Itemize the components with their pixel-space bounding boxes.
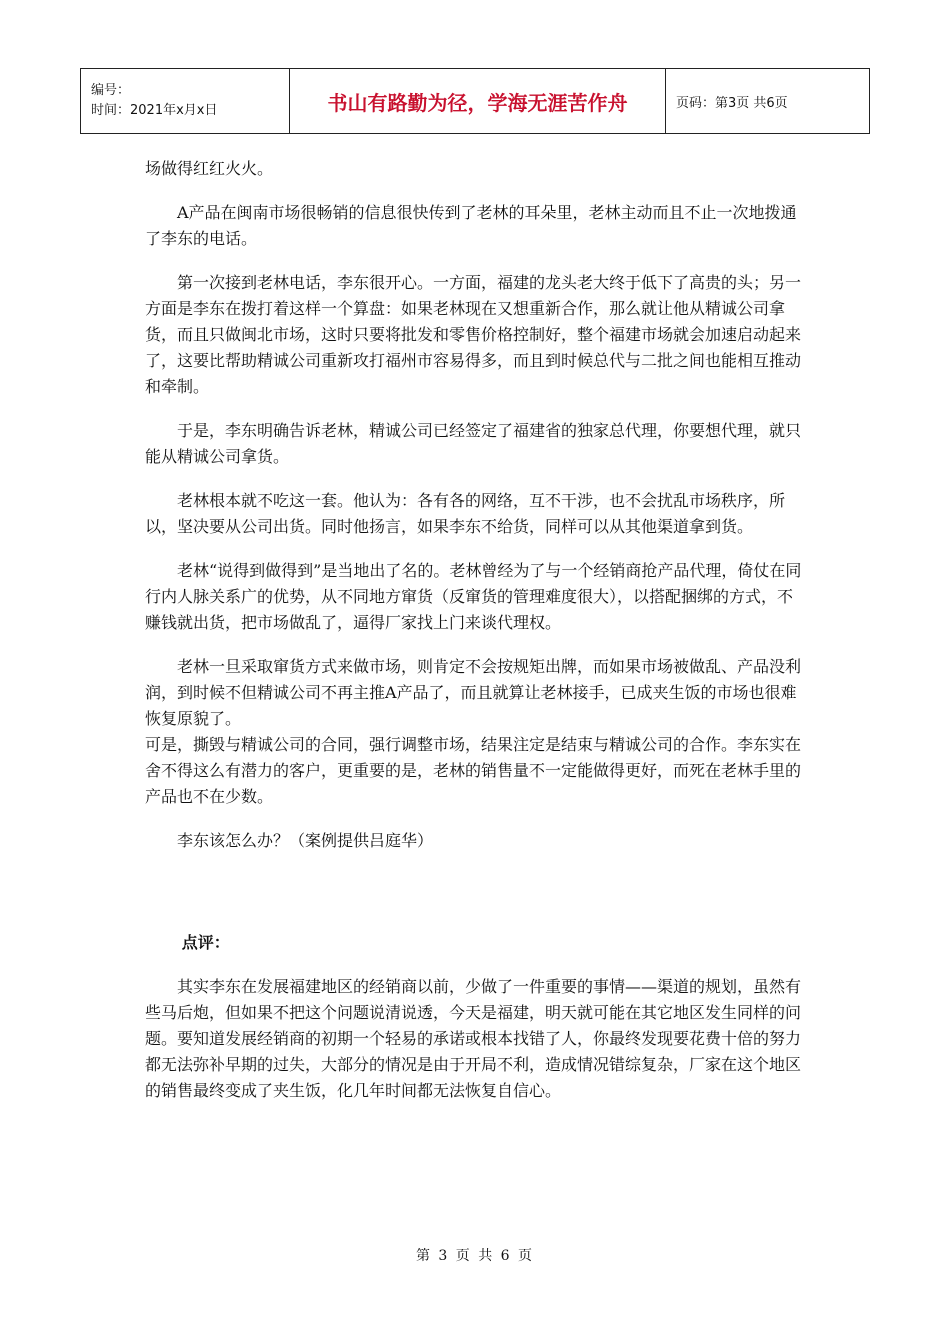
paragraph: 老林根本就不吃这一套。他认为：各有各的网络，互不干涉，也不会扰乱市场秩序，所以，坚决要从公司出货。同时他扬言，如果李东不给货，同样可以从其他渠道拿到货。 [145, 491, 786, 536]
paragraph: 老林一旦采取窜货方式来做市场，则肯定不会按规矩出牌，而如果市场被做乱、产品没利润，到时候不但精诚公司不再主推A产品了，而且就算让老林接手，已成夹生饭的市场也很难恢复原貌了。 [145, 657, 802, 728]
section-heading: 点评： [181, 933, 230, 952]
page-header [80, 68, 870, 134]
paragraph: 李东该怎么办？（案例提供吕庭华） [177, 831, 434, 850]
paragraph: 场做得红红火火。 [145, 159, 274, 178]
paragraph: A产品在闽南市场很畅销的信息很快传到了老林的耳朵里，老林主动而且不止一次地拨通了李东的电话。 [145, 203, 797, 248]
header-meta [81, 69, 290, 134]
paragraph: 第一次接到老林电话，李东很开心。一方面，福建的龙头老大终于低下了高贵的头；另一方面是李东在拨打着这样一个算盘：如果老林现在又想重新合作，那么就让他从精诚公司拿货，而且只做闽北市场，这时只要将批发和零售价格控制好，整个福建市场就会加速启动起来了，这要比帮助精诚公司重新攻打福州市容易得多，而且到时候总代与二批之间也能相互推动和牵制。 [145, 273, 802, 396]
header-motto: 书山有路勤为径，学海无涯苦作舟 [290, 69, 666, 134]
paragraph: 老林“说得到做得到”是当地出了名的。老林曾经为了与一个经销商抢产品代理，倚仗在同行内人脉关系广的优势，从不同地方窜货（反窜货的管理难度很大），以搭配捆绑的方式，不赚钱就出货，把市场做乱了，逼得厂家找上门来谈代理权。 [145, 561, 802, 632]
document-time-label: 时间：2021年x月x日 [91, 103, 218, 118]
paragraph: 可是，撕毁与精诚公司的合同，强行调整市场，结果注定是结束与精诚公司的合作。李东实在舍不得这么有潜力的客户，更重要的是，老林的销售量不一定能做得更好，而死在老林手里的产品也不在少数。 [145, 735, 802, 806]
document-body [145, 156, 807, 1122]
paragraph: 其实李东在发展福建地区的经销商以前，少做了一件重要的事情——渠道的规划，虽然有些马后炮，但如果不把这个问题说清说透，今天是福建，明天就可能在其它地区发生同样的问题。要知道发展经销商的初期一个轻易的承诺或根本找错了人，你最终发现要花费十倍的努力都无法弥补早期的过失，大部分的情况是由于开局不利，造成情况错综复杂，厂家在这个地区的销售最终变成了夹生饭，化几年时间都无法恢复自信心。 [145, 977, 802, 1100]
header-page-info: 页码：第3页 共6页 [666, 69, 870, 134]
paragraph: 于是，李东明确告诉老林，精诚公司已经签定了福建省的独家总代理，你要想代理，就只能从精诚公司拿货。 [145, 421, 802, 466]
document-number-label: 编号： [91, 83, 131, 98]
page-footer: 第 3 页 共 6 页 [415, 1248, 535, 1264]
